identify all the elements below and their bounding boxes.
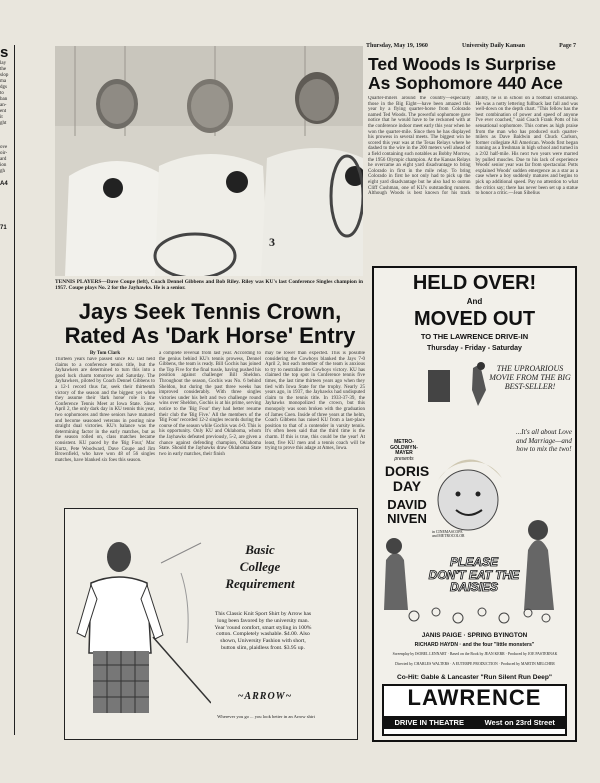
margin-divider xyxy=(14,45,15,735)
studio-line: GOLDWYN- xyxy=(390,444,418,451)
tennis-column-3: may be lower than expected. This is possible considering the Cowboys blanked the Jays 7-0 April 2, but each member of the team is anxious to try to neutralize the Cowboys victory. KU has claimed the top spot in Conference tennis five times, the last time thirteen years ago when they tied with Iowa State for the trophy. Nearly 25 years ago, in 1937, the Jayhawks had undisputed claim to the tennis title. In 1933-37-39, the Jayhawks monopolized the crown, but this monopoly was soon broken with the graduation of James Coen. Inside of three years at the helm, Coach Gibbens has raised KU from a last-place position to that of a contender in varsity tennis. It's often been said that the third time is the charm. If this is true, this could be the year! At least, five KU men and a tennis coach will be trying to prove this adage at Ames, Iowa. xyxy=(265,351,365,452)
tagline-uproarious: THE UPROARIOUS MOVIE FROM THE BIG BEST-SELLER! xyxy=(489,364,571,391)
theatre-logo-box xyxy=(382,684,567,736)
margin-fragment: oir- xyxy=(0,151,8,156)
studio-line: METRO- xyxy=(394,439,414,445)
venue-line: TO THE LAWRENCE DRIVE-IN xyxy=(420,332,529,341)
margin-fragment: ard xyxy=(0,157,7,162)
movie-title xyxy=(404,556,544,594)
arrow-heading-basic: Basic xyxy=(245,542,275,557)
star-doris-day xyxy=(382,464,432,494)
tennis-column-1: Thirteen years have passed since KU last held claims to a conference tennis title, but the Jayhawkers are determined to turn this into a good luck charm tomorrow and Saturday. The Jayhawkers, piloted by Coach Dennel Gibbens to a 12-1 record thus far, seek their thirteenth victory of the season and the biggest yet when they assume their 'dark horse' role in the Conference Tennis Meet at Iowa State. Since April 2, the only dark day in KU tennis this year, two sophomores and three seniors have matured and become seasoned veterans in posting nine straight dual victories. KU's balance was the determining factor in the early matches, but as the season rolled on, class matches became consistent. KU paced by the 'Big Four,' Mac Kurtz, Pete Woodward, Dave Coupe and Jim Brownfield, who have won 48 of 56 singles matches, have blanked six foes this season. xyxy=(55,357,155,463)
costars-line-1: JANIS PAIGE · SPRING BYINGTON xyxy=(421,632,528,639)
co-hit-line: Co-Hit: Gable & Lancaster "Run Silent Run Deep" xyxy=(397,674,552,681)
tennis-headline-line2: Rated As 'Dark Horse' Entry xyxy=(64,323,356,348)
star-first-name: DORIS xyxy=(384,463,430,479)
margin-a4: A4 xyxy=(0,181,8,187)
woods-headline-line2: As Sophomore 440 Ace xyxy=(368,73,563,93)
svg-text:3: 3 xyxy=(269,235,275,249)
credits-line-2: Directed by CHARLES WALTERS · A EUTERPE PRODUCTION · Produced by MARTIN MELCHER xyxy=(395,662,555,666)
lawrence-drive-in-ad xyxy=(372,266,577,742)
margin-fragment: the xyxy=(0,67,7,72)
margin-fragment: ght xyxy=(0,121,7,126)
margin-fragment: ove xyxy=(0,145,8,150)
arrow-tagline: Wherever you go ... you look better in an Arrow shirt xyxy=(217,714,315,719)
credits-line-1: Screenplay by ISOBEL LENNART · Based on the Book by JEAN KERR · Produced by JOE PASTERNAK xyxy=(392,652,558,656)
daisies-decoration xyxy=(404,600,554,630)
margin-fragment: ma xyxy=(0,79,7,84)
arrow-heading-requirement: Requirement xyxy=(225,576,295,591)
movie-title-line: DAISIES xyxy=(449,580,498,594)
header-page: Page 7 xyxy=(559,43,576,49)
photo-caption: TENNIS PLAYERS—Dave Coupe (left), Coach Dennel Gibbens and Bob Riley. Riley was KU's last Conference Singles champion in 1957. Coupe plays No. 2 for the Jayhawks. He is a senior. xyxy=(55,279,363,291)
page-header xyxy=(366,43,576,53)
tennis-column-2: a complete reversal from last year. According to the genius behind KU's tennis prowess, Dennel Gibbens, the team is ready. Bill Gochis has joined the Top Five for the final tussle, having pushed his position against challenger Bill Sheldon. Throughout the season, Gochis was No. 6 behind Sheldon, but during the past three weeks has improved considerably. With three singles victories under his belt and two challenge round wins over Sheldon, Gochis is at his prime, serving notice to the 'Big Four' they had better resume their club the 'Big Five.' All the members of the 'Big Four' recorded 12-2 singles records during the course of the season while Gochis was 4-0. This is his opportunity. Only KU and Oklahoma, whom the Jayhawks defeated previously, 5-2, are given a chance against defending champion, Oklahoma State. Should the Jayhawks draw Oklahoma State two in early matches, their finish xyxy=(159,351,261,457)
margin-fragment: an- xyxy=(0,103,7,108)
arrow-heading-college: College xyxy=(239,559,281,574)
showing-days: Thursday - Friday - Saturday xyxy=(427,345,522,352)
left-margin-column xyxy=(0,45,14,735)
header-paper: University Daily Kansan xyxy=(462,43,526,49)
theatre-name: LAWRENCE xyxy=(407,685,542,710)
and-text: And xyxy=(466,297,483,306)
studio-line: MAYER xyxy=(395,450,413,456)
margin-fragment: ent xyxy=(0,109,7,114)
star-first-name: DAVID xyxy=(387,497,427,512)
margin-fragment: to xyxy=(0,91,4,96)
arrow-brand-logo: ~ARROW~ xyxy=(237,691,293,702)
tennis-headline xyxy=(55,300,365,348)
movie-title-line: PLEASE xyxy=(449,555,498,569)
margin-fragment: ion xyxy=(0,163,7,168)
woods-article-body: Quarter-milers around the country—especially those in the Big Eight—have been amazed this year by a flying quarter-horse from Colorado named Ted Woods. The powerful sophomore gave notice that he would have to be reckoned with at the conference indoor meet early this year when he won the quarter-mile. Since then he has displayed his prowess in several meets. The biggest win he scored this year was at the Texas Relays where he dashed to the wire in the 200 meters well ahead of a field containing such notables as Bobby Morrow, the 1956 Olympic champion. At the Kansas Relays he overcame an eight yard disadvantage to bring Colorado in first in the mile relay. To bring Colorado in first he not only had to pick up the eight yard disadvantage but he also had to outrun Cliff Cushman, one of KU's outstanding runners. Although Woods is best known for his track ability, he is in school on a football scholarship. He was a notty lettering fullback last fall and was well-down on the depth chart. "This fellow has the best combination of power and speed of anyone I've ever coached," said Coach Frank Potts of his sensational sophomore. This comes as high praise from the man who has produced such quarter-milers as Dave Baldwin and Chuck Carlson, former collegiate All American. Woods first began running as a freshman in high school and turned in a 2:02 half-mile. His next two years were marred by pulled muscles. Due to his lack of experience Woods' senior year was far from spectacular. Potts explained Woods' sudden emergence as a star as a case where a boy suddenly matures and begins to pick up additional speed. Pay no attention to what the critics say; there has never been set up a statue to honor a critic.—Jean Sibelius xyxy=(368,96,578,197)
margin-fragment: slop xyxy=(0,73,9,78)
cinemascope-note: in CINEMASCOPE and METROCOLOR xyxy=(432,530,465,539)
held-over-heading: HELD OVER! xyxy=(412,272,537,294)
movie-title-line: DON'T EAT THE xyxy=(428,567,520,582)
margin-71: 71 xyxy=(0,225,7,231)
arrow-shirt-ad xyxy=(64,508,358,740)
studio-presents: presents xyxy=(394,455,414,462)
costars-line-2: RICHARD HAYDN · and the four "little monsters" xyxy=(414,642,535,648)
studio-logo xyxy=(384,440,424,462)
star-david-niven xyxy=(382,498,432,526)
theatre-location: West on 23rd Street xyxy=(484,718,555,727)
tennis-byline: By Tom Clark xyxy=(89,351,121,356)
margin-fragment: it xyxy=(0,115,3,120)
woods-headline-line1: Ted Woods Is Surprise xyxy=(368,54,556,74)
margin-letter: s xyxy=(0,45,9,61)
star-last-name: NIVEN xyxy=(387,511,427,526)
star-last-name: DAY xyxy=(392,478,422,494)
tennis-players-photo xyxy=(55,46,363,276)
tagline-love-marriage: ...It's all about Love and Marriage—and how to mix the two! xyxy=(516,428,572,453)
header-date: Thursday, May 19, 1960 xyxy=(366,43,428,49)
theatre-type: DRIVE IN THEATRE xyxy=(394,718,464,727)
arrow-ad-heading xyxy=(205,541,315,592)
arrow-ad-body: This Classic Knit Sport Shirt by Arrow has long been favored by the university man. Year 'round comfort, smart styling in 100% cotton. Completely washable. $4.00. Also shown, University Fashion with short, button slim, plaidless front. $3.95 up. xyxy=(214,611,312,651)
margin-fragment: lay xyxy=(0,61,7,66)
margin-fragment: dgs xyxy=(0,85,7,90)
margin-fragment: gh xyxy=(0,169,5,174)
margin-fragment: ban xyxy=(0,97,8,102)
arrow-ad-illustration xyxy=(71,533,211,738)
tennis-headline-line1: Jays Seek Tennis Crown, xyxy=(78,299,342,324)
moved-out-heading: MOVED OUT xyxy=(413,308,536,330)
woods-headline xyxy=(368,55,578,93)
tennis-photo-illustration xyxy=(55,46,363,276)
